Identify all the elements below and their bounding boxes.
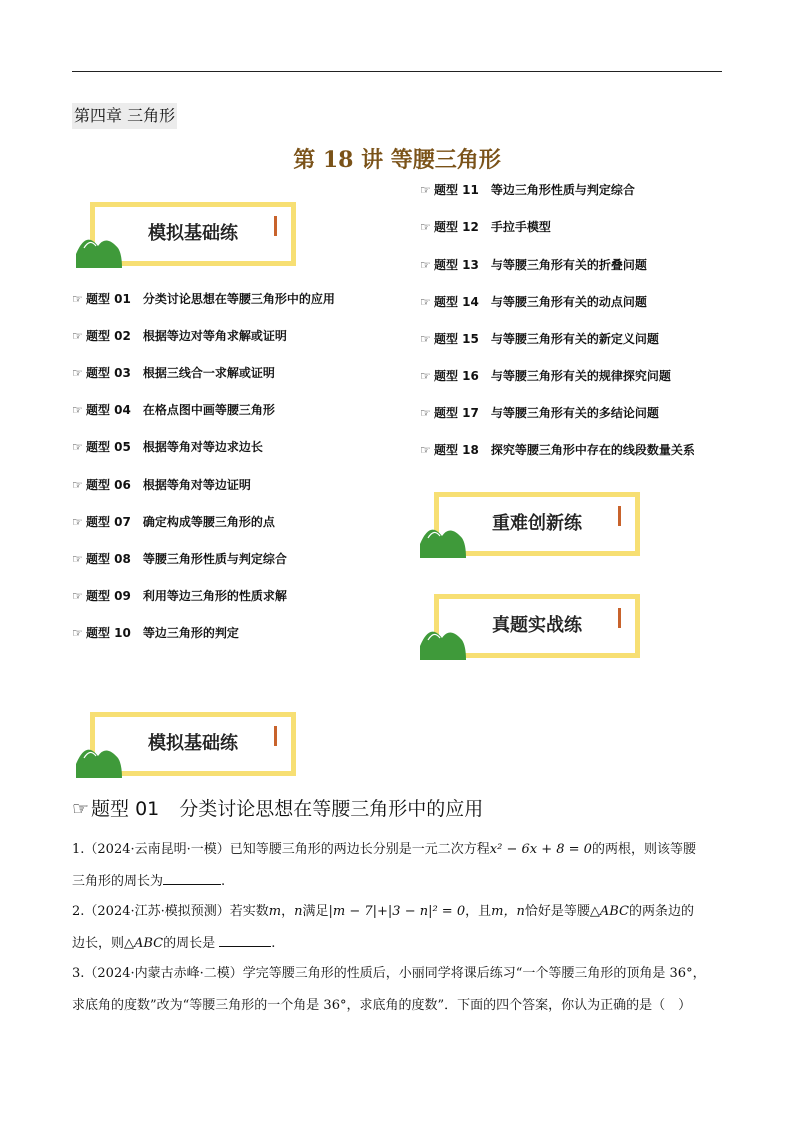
question-1 [72, 834, 724, 898]
pointing-hand-icon: ☞ [72, 440, 83, 454]
toc-item[interactable]: ☞ 题型 03 根据三线合一求解或证明 [72, 366, 275, 380]
pointing-hand-icon: ☞ [420, 258, 431, 272]
pointing-hand-icon: ☞ [420, 220, 431, 234]
toc-item[interactable]: ☞ 题型 08 等腰三角形性质与判定综合 [72, 552, 287, 566]
question-3 [72, 958, 724, 1022]
toc-item[interactable]: ☞ 题型 18 探究等腰三角形中存在的线段数量关系 [420, 443, 695, 457]
pointing-hand-icon: ☞ [72, 626, 83, 640]
pointing-hand-icon: ☞ [72, 798, 90, 820]
pointing-hand-icon: ☞ [72, 403, 83, 417]
question-line: 1.（2024·云南昆明·一模）已知等腰三角形的两边长分别是一元二次方程x² − 6x + 8 = 0的两根，则该等腰 [72, 842, 696, 857]
pointing-hand-icon: ☞ [420, 443, 431, 457]
pointing-hand-icon: ☞ [72, 292, 83, 306]
banner-label: 真题实战练 [492, 615, 582, 636]
toc-item[interactable]: ☞ 题型 06 根据等角对等边证明 [72, 478, 251, 492]
toc-item[interactable]: ☞ 题型 13 与等腰三角形有关的折叠问题 [420, 258, 647, 272]
header-rule [72, 71, 722, 72]
question-2 [72, 896, 724, 960]
banner-basic-section [76, 706, 308, 786]
pointing-hand-icon: ☞ [420, 295, 431, 309]
banner-label: 模拟基础练 [148, 223, 238, 244]
pointing-hand-icon: ☞ [420, 369, 431, 383]
section-title: 分类讨论思想在等腰三角形中的应用 [179, 798, 484, 820]
toc-item[interactable]: ☞ 题型 12 手拉手模型 [420, 220, 551, 234]
toc-item[interactable]: ☞ 题型 10 等边三角形的判定 [72, 626, 239, 640]
equation: |m − 7|+|3 − n|² = 0 [328, 904, 466, 919]
toc-item[interactable]: ☞ 题型 17 与等腰三角形有关的多结论问题 [420, 406, 659, 420]
toc-item[interactable]: ☞ 题型 07 确定构成等腰三角形的点 [72, 515, 275, 529]
banner-label: 重难创新练 [492, 513, 582, 534]
toc-item[interactable]: ☞ 题型 15 与等腰三角形有关的新定义问题 [420, 332, 659, 346]
pointing-hand-icon: ☞ [72, 366, 83, 380]
toc-item[interactable]: ☞ 题型 04 在格点图中画等腰三角形 [72, 403, 275, 417]
pointing-hand-icon: ☞ [72, 478, 83, 492]
pointing-hand-icon: ☞ [72, 552, 83, 566]
pointing-hand-icon: ☞ [420, 332, 431, 346]
section-heading [72, 794, 483, 821]
pointing-hand-icon: ☞ [72, 589, 83, 603]
pointing-hand-icon: ☞ [72, 329, 83, 343]
chapter-label: 第四章 三角形 [72, 103, 177, 129]
question-line: 求底角的度数”改为“等腰三角形的一个角是 36°，求底角的度数”．下面的四个答案，你认为正确的是（ ） [72, 998, 692, 1013]
toc-item[interactable]: ☞ 题型 01 分类讨论思想在等腰三角形中的应用 [72, 292, 335, 306]
question-line: 三角形的周长为 . [72, 866, 724, 898]
banner-advanced [420, 486, 652, 566]
question-line: 3.（2024·内蒙古赤峰·二模）学完等腰三角形的性质后，小丽同学将课后练习“一个等腰三角形的顶角是 36°， [72, 966, 706, 981]
toc-item[interactable]: ☞ 题型 11 等边三角形性质与判定综合 [420, 183, 635, 197]
answer-blank[interactable] [163, 870, 221, 885]
page-title: 第 18 讲 等腰三角形 [293, 147, 501, 173]
section-number: 题型 01 [91, 798, 160, 820]
banner-basic [76, 196, 308, 276]
equation: x² − 6x + 8 = 0 [489, 842, 592, 857]
toc-item[interactable]: ☞ 题型 02 根据等边对等角求解或证明 [72, 329, 287, 343]
pointing-hand-icon: ☞ [72, 515, 83, 529]
banner-label: 模拟基础练 [148, 733, 238, 754]
toc-item[interactable]: ☞ 题型 14 与等腰三角形有关的动点问题 [420, 295, 647, 309]
toc-item[interactable]: ☞ 题型 09 利用等边三角形的性质求解 [72, 589, 287, 603]
pointing-hand-icon: ☞ [420, 406, 431, 420]
question-line: 2.（2024·江苏·模拟预测）若实数m，n满足|m − 7|+|3 − n|² = 0，且m，n恰好是等腰△ABC的两条边的 [72, 904, 694, 919]
banner-real [420, 588, 652, 668]
toc-item[interactable]: ☞ 题型 16 与等腰三角形有关的规律探究问题 [420, 369, 671, 383]
pointing-hand-icon: ☞ [420, 183, 431, 197]
answer-blank[interactable] [219, 932, 271, 947]
question-line: 边长，则△ABC的周长是 . [72, 928, 724, 960]
toc-item[interactable]: ☞ 题型 05 根据等角对等边求边长 [72, 440, 263, 454]
